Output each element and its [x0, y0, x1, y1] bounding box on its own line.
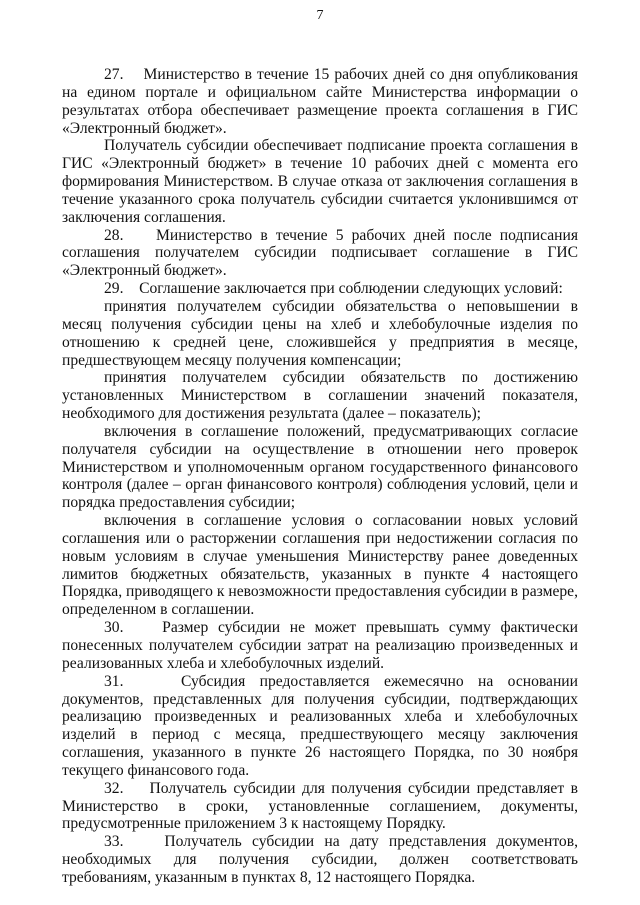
paragraph-32: 32. Получатель субсидии для получения субсидии представляет в Министерство в сроки, установленные соглашением, документы, предусмотренные приложением 3 к настоящему Порядку.: [62, 779, 578, 833]
document-body: [62, 66, 578, 887]
condition-audit-consent: включения в соглашение положений, предусматривающих согласие получателя субсидии на осуществление в отношении него проверок Министерством и уполномоченным органом государственного финансового контроля (далее – орган финансового контроля) соблюдения условий, цели и порядка предоставления субсидии;: [62, 422, 578, 512]
page-number: 7: [316, 8, 324, 23]
condition-indicator-obligation: принятия получателем субсидии обязательств по достижению установленных Министерством в соглашении значений показателя, необходимого для достижения результата (далее – показатель);: [62, 369, 578, 423]
paragraph-31: 31. Субсидия предоставляется ежемесячно на основании документов, представленных для получения субсидии, подтверждающих реализацию произведенных и реализованных хлеба и хлебобулочных изделий в период с месяца, предшествующего месяцу заключения соглашения, указанного в пункте 26 настоящего Порядка, по 30 ноября текущего финансового года.: [62, 672, 578, 779]
condition-new-terms: включения в соглашение условия о согласовании новых условий соглашения или о расторжении соглашения при недостижении согласия по новым условиям в случае уменьшения Министерству ранее доведенных лимитов бюджетных обязательств, указанных в пункте 4 настоящего Порядка, приводящего к невозможности предоставления субсидии в размере, определенном в соглашении.: [62, 512, 578, 619]
paragraph-27-signing: Получатель субсидии обеспечивает подписание проекта соглашения в ГИС «Электронный бюджет» в течение 10 рабочих дней с момента его формирования Министерством. В случае отказа от заключения соглашения в течение указанного срока получатель субсидии считается уклонившимся от заключения соглашения.: [62, 137, 578, 226]
paragraph-28: 28. Министерство в течение 5 рабочих дней после подписания соглашения получателем субсидии подписывает соглашение в ГИС «Электронный бюджет».: [62, 226, 578, 280]
condition-price-obligation: принятия получателем субсидии обязательства о неповышении в месяц получения субсидии цены на хлеб и хлебобулочные изделия по отношению к средней цене, сложившейся у предприятия в месяце, предшествующем месяцу получения компенсации;: [62, 297, 578, 369]
paragraph-30: 30. Размер субсидии не может превышать сумму фактически понесенных получателем субсидии затрат на реализацию произведенных и реализованных хлеба и хлебобулочных изделий.: [62, 619, 578, 672]
paragraph-33: 33. Получатель субсидии на дату представления документов, необходимых для получения субсидии, должен соответствовать требованиям, указанным в пунктах 8, 12 настоящего Порядка.: [62, 833, 578, 886]
paragraph-27: 27. Министерство в течение 15 рабочих дней со дня опубликования на едином портале и официальном сайте Министерства информации о результатах отбора обеспечивает размещение проекта соглашения в ГИС «Электронный бюджет».: [62, 66, 578, 137]
paragraph-29: 29. Соглашение заключается при соблюдении следующих условий:: [104, 280, 563, 298]
